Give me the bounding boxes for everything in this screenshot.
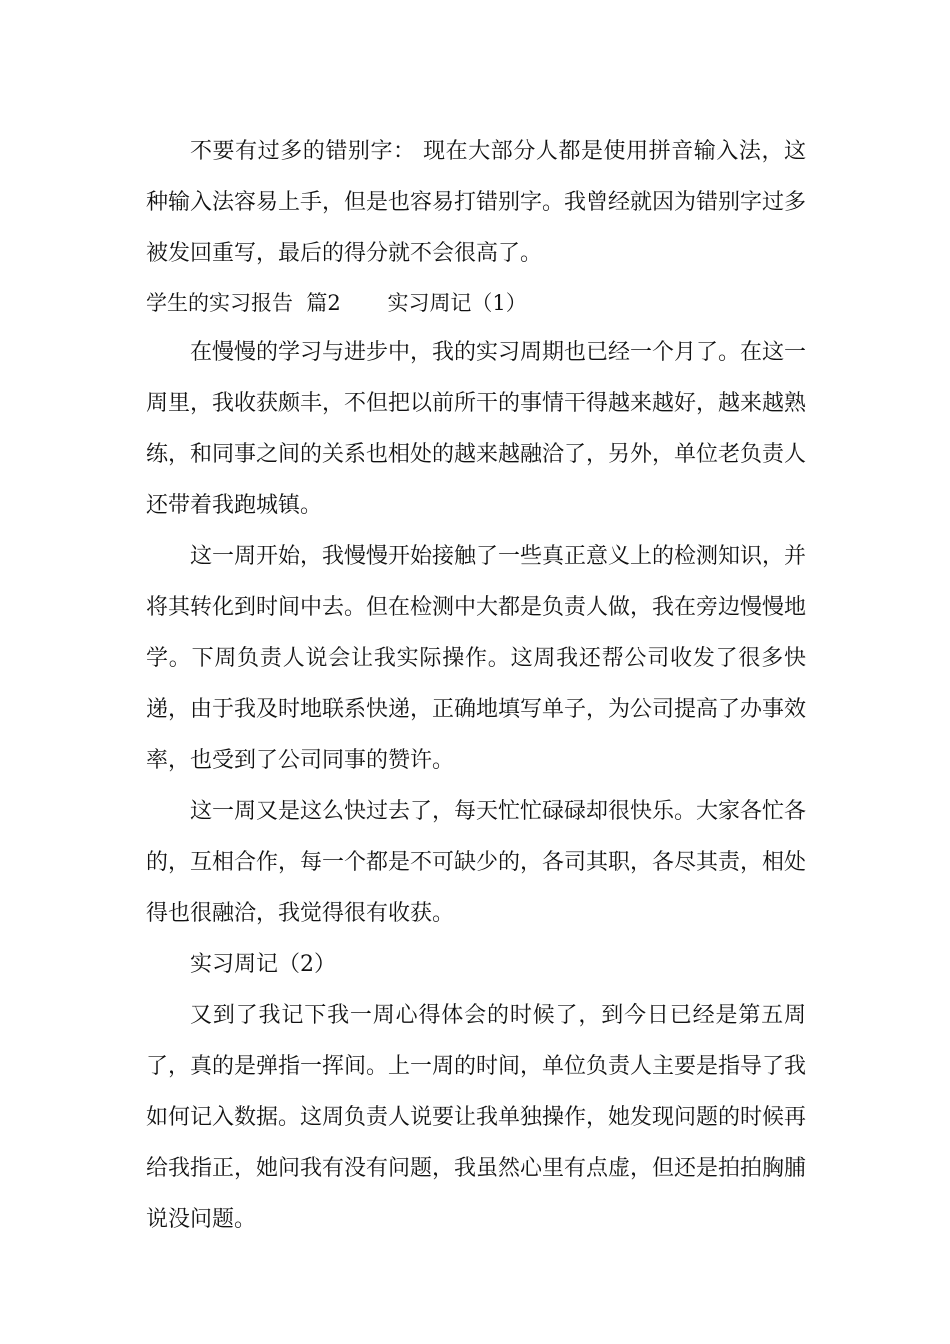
document-body xyxy=(146,126,806,1245)
section-heading: 学生的实习报告 篇2 实习周记（1） xyxy=(146,291,527,315)
paragraph-week1-intro: 在慢慢的学习与进步中，我的实习周期也已经一个月了。在这一周里，我收获颇丰，不但把以前所干的事情干得越来越好，越来越熟练，和同事之间的关系也相处的越来越融洽了，另外，单位老负责人还带着我跑城镇。 xyxy=(146,340,807,518)
paragraph-week1-summary: 这一周又是这么快过去了，每天忙忙碌碌却很快乐。大家各忙各的，互相合作，每一个都是不可缺少的，各司其职，各尽其责，相处得也很融洽，我觉得很有收获。 xyxy=(146,799,807,926)
paragraph-week2-intro: 又到了我记下我一周心得体会的时候了，到今日已经是第五周了，真的是弹指一挥间。上一周的时间，单位负责人主要是指导了我如何记入数据。这周负责人说要让我单独操作，她发现问题的时候再给我指正，她问我有没有问题，我虽然心里有点虚，但还是拍拍胸脯说没问题。 xyxy=(146,1003,807,1232)
paragraph-typos-advice: 不要有过多的错别字： 现在大部分人都是使用拼音输入法，这种输入法容易上手，但是也容易打错别字。我曾经就因为错别字过多被发回重写，最后的得分就不会很高了。 xyxy=(146,139,807,266)
weekly-journal-2-heading: 实习周记（2） xyxy=(190,952,336,977)
paragraph-week1-detection: 这一周开始，我慢慢开始接触了一些真正意义上的检测知识，并将其转化到时间中去。但在检测中大都是负责人做，我在旁边慢慢地学。下周负责人说会让我实际操作。这周我还帮公司收发了很多快递，由于我及时地联系快递，正确地填写单子，为公司提高了办事效率，也受到了公司同事的赞许。 xyxy=(146,544,807,773)
